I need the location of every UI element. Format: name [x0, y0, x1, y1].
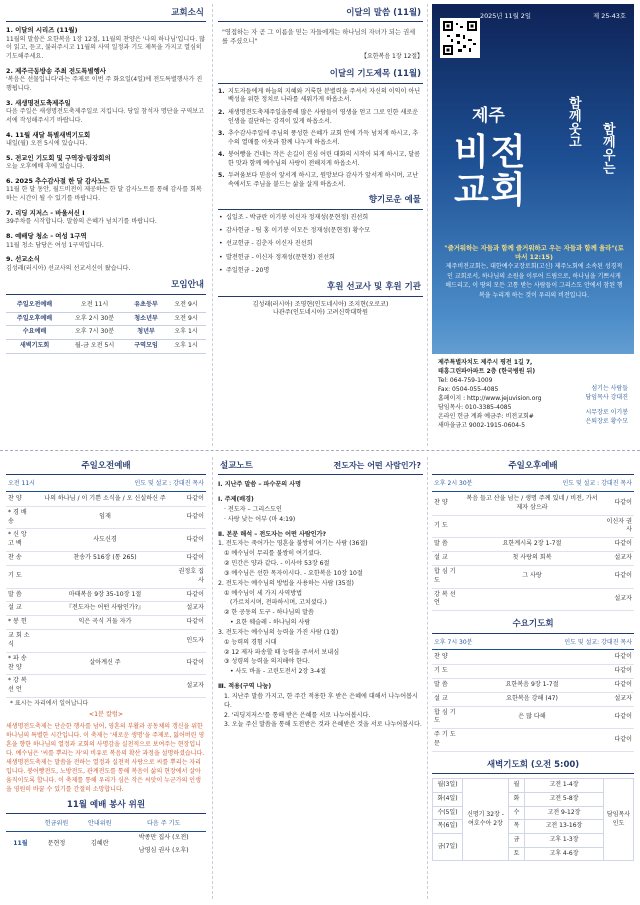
- prayer-number: 3.: [218, 129, 225, 137]
- column-divider: [212, 457, 213, 899]
- order-label: 찬양: [432, 651, 464, 664]
- news-item-title: 4. 11월 새달 특별새벽기도회: [6, 130, 91, 139]
- order-label: 주기도문: [432, 729, 464, 752]
- order-row: [432, 678, 634, 692]
- sermon-header: [218, 459, 423, 475]
- news-column: [6, 6, 206, 446]
- order-label: 찬양: [432, 493, 464, 515]
- issue-date: 2025년 11월 2일: [480, 12, 532, 20]
- offering-list: [218, 214, 423, 276]
- sermon-line: ① 능력의 경험 시대: [224, 638, 277, 646]
- news-item-title: 3. 새생명전도축제주일: [6, 99, 71, 108]
- order-person: 다같이: [600, 678, 634, 692]
- sermon-notes: [218, 481, 423, 730]
- meeting-cell: 오전 9시: [166, 312, 206, 326]
- issue-number: 제 25-43호: [593, 12, 626, 20]
- order-content: [38, 565, 172, 588]
- pm-worship-order: [432, 493, 634, 611]
- prayer-item: [218, 130, 423, 148]
- order-label: 말씀: [6, 588, 38, 602]
- serve-table: 헌금위원 안내위원 다음 주 기도 11월 문현정 김혜란 박종만 집사 (오전) 남영심 권사 (오후): [6, 818, 206, 857]
- order-label: *경배송: [6, 506, 38, 529]
- order-label: 설교: [432, 692, 464, 706]
- order-content: 마태복음 9장 35-10장 1절: [38, 588, 172, 602]
- order-label: 말씀: [432, 678, 464, 692]
- prayer-item: [218, 109, 423, 127]
- meetings-table: [6, 299, 206, 354]
- cover-panel: [432, 4, 634, 448]
- order-person: 다같이: [600, 538, 634, 552]
- order-content: 임재: [38, 506, 172, 529]
- pm-worship-title: 주일오후예배: [432, 459, 634, 475]
- homepage-link[interactable]: 홈페이지 : http://www.jejuvision.org: [438, 395, 542, 402]
- church-name-text: 비전교회: [454, 132, 528, 211]
- news-item-title: 5. 전교인 기도회 및 구역장·팀장회의: [6, 154, 111, 163]
- order-person: 다같이: [172, 506, 206, 529]
- sermon-line: ① 예수님이 무리를 불쌍히 여기셨다.: [224, 550, 322, 558]
- church-region: 제주: [472, 106, 505, 126]
- meeting-row: [6, 299, 206, 312]
- order-row: [6, 565, 206, 588]
- sermon-title: 전도자는 어떤 사람인가?: [333, 461, 421, 470]
- prayer-text: 지도자들에게 하늘의 지혜와 거룩한 분별력을 주셔서 자신의 이익이 아닌 백성을 위한 정치로 나라를 세워가게 하옵소서.: [228, 87, 421, 104]
- order-row: [432, 729, 634, 752]
- am-worship-header: 오전 11시 인도 및 설교 : 강대진 목사: [6, 479, 206, 492]
- order-label: 기도: [6, 565, 38, 588]
- column-text: 새생명전도축제는 단순한 행사를 넘어, 영혼의 부활과 공동체의 갱신을 위한 하나님의 특별한 시간입니다. 이 축제는 '새로운 생명'을 주제로, 잃어버린 영혼을 향한 하나님의 열정과 교회의 사명감을 실천적으로 보여주는 현장입니다. 예수님은 '씨를 뿌리는 자'의 비유로 복음의 확산 과정을 설명하셨습니다. 새생명전도축제는 말씀을 전하는 열정과 실천적 사랑으로 씨를 뿌리는 자리입니다. 붕어빵전도, 노방전도, 관계전도를 통해 복음이 삶의 현장에서 살아 움직이도록 합니다. 이 축제를 통해 우리가 심은 작은 씨앗이 누군가의 인생을 영원히 바꿀 수 있기를 간절히 소망합니다.: [6, 722, 205, 793]
- meeting-cell: 새벽기도회: [6, 340, 63, 354]
- sermon-line: ② 12 제자 파송할 때 능력을 주셔서 보내심: [224, 648, 340, 656]
- order-person: 다같이: [172, 529, 206, 552]
- news-item: [6, 232, 206, 250]
- qr-code-icon: [443, 21, 477, 55]
- sermon-line: ② 한 공동의 도구 - 하나님의 말씀: [224, 609, 314, 617]
- order-row: [432, 552, 634, 566]
- order-person: 다같이: [600, 493, 634, 515]
- order-label: 말씀: [432, 538, 464, 552]
- order-content: 복음 들고 산을 넘는 / 생명 주께 있네 / 비전, 가서 제자 삼으라: [464, 493, 600, 515]
- offering-item: • 선교헌금 - 김춘자 이신자 진선희: [218, 240, 423, 249]
- meeting-row: [6, 326, 206, 340]
- sermon-line: • 사도 바울 - 고린도전서 2장 3-4절: [230, 668, 326, 676]
- news-item: [6, 154, 206, 172]
- news-item-text: 김성래(러시아) 선교사의 선교서신이 왔습니다.: [6, 264, 131, 272]
- sermon-line: ② 민간은 양과 같다. - 이사야 53장 6절: [224, 560, 330, 568]
- order-row: [432, 493, 634, 515]
- order-person: 다같이: [600, 565, 634, 588]
- news-item: [6, 67, 206, 94]
- order-person: 다같이: [600, 651, 634, 664]
- prayer-text: 새생명전도축제주일을통해 많은 사람들이 영생을 얻고 그로 인한 새로운 인생을 결단하는 감격이 있게 하옵소서.: [228, 108, 419, 125]
- order-label: 찬양: [6, 493, 38, 506]
- news-item-title: 6. 2025 추수감사절 한 달 감사노트: [6, 177, 110, 186]
- order-content: 요한계시록 2장 1-7절: [464, 538, 600, 552]
- column-divider: [212, 4, 213, 446]
- offering-item: • 십일조 - 박금란 이기봉 이신자 정재성(문현정) 진선희: [218, 214, 423, 223]
- stand-note: * 표시는 자리에서 일어납니다: [10, 700, 89, 708]
- offering-item: • 발전헌금 - 이신자 정재성(문현정) 진선희: [218, 254, 423, 263]
- order-content: 살아계신 주: [38, 652, 172, 675]
- order-label: *강복선언: [6, 675, 38, 698]
- order-content: [464, 588, 600, 611]
- fold-line: [0, 450, 640, 451]
- order-content: [38, 630, 172, 653]
- order-person: 다같이: [600, 729, 634, 752]
- order-label: *신앙고백: [6, 529, 38, 552]
- news-item: [6, 131, 206, 149]
- order-row: [6, 493, 206, 506]
- sermon-line: 1. 전도자는 죽어가는 영혼을 불쌍히 여기는 사람 (36절): [218, 540, 368, 548]
- news-item-text: 11월의 말씀은 요한복음 1장 12절, 11월의 찬양은 '나의 하나님'입니다. 많이 읽고, 듣고, 불러주시고 11월의 사역 일정과 기도 제목을 가지고 열심히 기도해주세요.: [6, 35, 205, 61]
- news-title: 교회소식: [6, 6, 206, 22]
- prayer-item: [218, 88, 423, 106]
- sermon-column: [218, 459, 423, 899]
- dawn-table: 월(3일) 신명기 32장 - 여호수아 2장 월 고전 1-4장 담임목사 인도 화(4일) 화 고전 5-8장 수(5일) 수 고전 9-12장 목(6일) 목 고전 13-16장 금(7일) 금 고후 1-3장 토 고후 4-6장: [432, 778, 634, 861]
- news-item-text: 오늘 오후예배 후에 있습니다.: [6, 163, 85, 171]
- order-person: 설교자: [172, 675, 206, 698]
- prayer-number: 4.: [218, 151, 225, 159]
- news-item: [6, 26, 206, 62]
- church-name: [454, 134, 544, 210]
- order-person: 이신자 권사: [600, 515, 634, 538]
- order-label: *파송찬양: [6, 652, 38, 675]
- sermon-line: 2. 전도자는 예수님의 방법을 사용하는 사람 (35절): [218, 579, 354, 587]
- inner-side: [0, 453, 640, 905]
- order-label: 기도: [432, 665, 464, 679]
- meeting-cell: 구역모임: [126, 340, 166, 354]
- order-row: [6, 506, 206, 529]
- meeting-cell: 오후 1시: [166, 340, 206, 354]
- wed-header: 오후 7시 30분 인도 및 설교: 강대진 목사: [432, 638, 634, 651]
- order-row: [432, 706, 634, 729]
- word-title: 이달의 말씀 (11월): [218, 6, 423, 22]
- news-item-text: 다음 주일은 새생명전도축제주일로 지킵니다. 당일 참석자 명단을 구역보고서에 작성해주시기 바랍니다.: [6, 108, 204, 125]
- mission-title: 후원 선교사 및 후원 기관: [218, 280, 423, 296]
- church-info: [432, 354, 634, 448]
- am-worship-title: 주일오전예배: [6, 459, 206, 475]
- news-item-text: 내일(월) 오전 5시에 있습니다.: [6, 140, 88, 148]
- meeting-cell: 오전 9시: [166, 299, 206, 312]
- wed-order: [432, 651, 634, 752]
- order-label: 찬송: [6, 552, 38, 566]
- order-content: 나의 하나님 / 이 기쁜 소식을 / 오 신실하신 주: [38, 493, 172, 506]
- prayer-text: 두려움보다 믿음이 앞서게 하시고, 원망보다 감사가 앞서게 하시며, 고난속에서도 주님을 붙드는 삶을 살게 하옵소서.: [228, 172, 419, 189]
- meeting-cell: 오전 11시: [63, 299, 126, 312]
- column-divider: [427, 4, 428, 446]
- news-item-text: 11월 한 달 동안, 월드비전이 제공하는 한 달 감사노트를 통해 감사를 회복하는 시간이 될 수 있기를 바랍니다.: [6, 186, 202, 203]
- order-row: [6, 529, 206, 552]
- order-label: 합심기도: [432, 565, 464, 588]
- order-content: [464, 651, 600, 664]
- order-person: 다같이: [172, 493, 206, 506]
- order-row: [6, 675, 206, 698]
- sermon-line: 2. '리딩지저스'를 통해 받은 은혜를 서로 나누어봅시다.: [224, 711, 371, 719]
- order-content: 요한복음 강해 (47): [464, 692, 600, 706]
- pm-worship-header: 오후 2시 30분 인도 및 설교 : 강대진 목사: [432, 479, 634, 492]
- offering-item: • 주일헌금 - 20명: [218, 267, 423, 276]
- order-person: 다같이: [600, 665, 634, 679]
- order-person: 설교자: [600, 552, 634, 566]
- order-row: [432, 515, 634, 538]
- qr-code: [440, 18, 480, 58]
- order-content: 요한복음 9장 1-7절: [464, 678, 600, 692]
- order-row: [432, 651, 634, 664]
- order-row: [6, 552, 206, 566]
- sermon-line: ① 예수님이 세 가지 사역방법: [224, 589, 302, 597]
- order-row: [432, 588, 634, 611]
- order-person: 설교자: [172, 602, 206, 616]
- serve-title: 11월 예배 봉사 위원: [6, 798, 206, 814]
- sermon-line: (가르치시며, 전파하시며, 고치셨다.): [230, 599, 327, 607]
- sermon-line: Ⅰ. 지난주 말씀 – 파수꾼의 사명: [218, 481, 301, 489]
- order-person: 다같이: [600, 706, 634, 729]
- order-content: 사도신경: [38, 529, 172, 552]
- order-row: [432, 692, 634, 706]
- order-row: [6, 588, 206, 602]
- order-content: 『전도자는 어떤 사람인가?』: [38, 602, 172, 616]
- prayer-text: 추수감사주일에 주님의 풍성한 은혜가 교회 안에 가득 넘치게 하시고, 추수의 열매를 이웃과 함께 나누게 하옵소서.: [228, 129, 419, 146]
- fax: Fax: 0504-055-4085: [438, 386, 499, 393]
- order-content: [464, 665, 600, 679]
- news-item: [6, 177, 206, 204]
- order-label: 기도: [432, 515, 464, 538]
- news-item-text: 11월 청소 담당은 여성 1구역입니다.: [6, 241, 104, 249]
- order-label: 교회소식: [6, 630, 38, 653]
- meeting-cell: 월-금 오전 5시: [63, 340, 126, 354]
- order-person: 다같이: [172, 588, 206, 602]
- order-content: [38, 675, 172, 698]
- order-content: [464, 729, 600, 752]
- column-divider: [427, 457, 428, 899]
- order-row: [6, 602, 206, 616]
- sermon-line: Ⅲ. 적용(구역 나눔): [218, 683, 272, 691]
- order-person: 다같이: [172, 652, 206, 675]
- sermon-line: · 사랑 낮는 어부 (마 4:19): [224, 515, 296, 523]
- meeting-cell: 주일오후예배: [6, 312, 63, 326]
- meeting-cell: 청소년부: [126, 312, 166, 326]
- order-content: 은 많 다해: [464, 706, 600, 729]
- order-content: 익은 곡식 거둘 자가: [38, 616, 172, 630]
- meeting-cell: 오후 1시: [166, 326, 206, 340]
- mission-line-1: 김성래(러시아) 조영현(인도네시아) 조지현(오로코): [252, 300, 389, 308]
- order-row: [432, 665, 634, 679]
- meeting-cell: 오후 7시 30분: [63, 326, 126, 340]
- order-row: [432, 565, 634, 588]
- mission-line-2: 나관주(인도네시아) 고려신학대학원: [273, 309, 368, 317]
- order-content: 그 사랑: [464, 565, 600, 588]
- sermon-line: 3. 전도자는 예수님의 능력을 가진 사람 (1절): [218, 628, 339, 636]
- order-content: 첫 사랑의 회복: [464, 552, 600, 566]
- pm-worship-column: [432, 459, 634, 899]
- meeting-row: [6, 340, 206, 354]
- sermon-line: ③ 예수님은 선한 목자이시다. - 요한복음 10장 10절: [224, 569, 363, 577]
- news-item-text: '복음은 선물입니다'라는 주제로 이번 주 화요일(4일)에 전도특별행사가 진행됩니다.: [6, 76, 203, 93]
- meeting-cell: 주일오전예배: [6, 299, 63, 312]
- sermon-line: · 전도자 – 그리스도인: [224, 505, 282, 513]
- meetings-title: 모임안내: [6, 278, 206, 294]
- order-row: [6, 630, 206, 653]
- order-person: 인도자: [172, 630, 206, 653]
- order-content: 찬송가 516장 (통 265): [38, 552, 172, 566]
- order-label: *봉헌: [6, 616, 38, 630]
- staff-list: 섬기는 사람들 담임목사 강대진 시무장로 이기봉 은퇴장로 황수모: [585, 385, 628, 425]
- flowers-title: 향기로운 예물: [218, 193, 423, 209]
- church-vision: 제주비전교회는, 대한예수교장로회(고신) 제주노회에 소속된 성경적인 교회로서, 하나님의 소원을 이루어 드림으로, 하나님을 기쁘시게 해드리고, 이 땅의 모든 고통 받는 사람들이 그리스도 안에서 참된 행복을 누리게 하는 것이 우리의 비전입니다.: [445, 263, 623, 299]
- meeting-cell: 유초등부: [126, 299, 166, 312]
- outer-side: [0, 0, 640, 452]
- news-item-title: 9. 선교소식: [6, 255, 40, 264]
- prayer-number: 1.: [218, 87, 225, 95]
- order-person: 다같이: [172, 552, 206, 566]
- sermon-line: • 요한 웨슬레 - 하나님의 사람: [230, 619, 311, 627]
- news-item: [6, 255, 206, 273]
- order-row: [6, 616, 206, 630]
- order-label: 설교: [432, 552, 464, 566]
- order-person: 설교자: [600, 692, 634, 706]
- sermon-line: Ⅰ. 주제(배경): [218, 496, 254, 504]
- prayer-item: [218, 151, 423, 169]
- sermon-line: ③ 성령의 능력을 의지해야 한다.: [224, 658, 310, 666]
- news-item-title: 2. 제주극동방송 주최 전도특별행사: [6, 67, 106, 76]
- sermon-line: 3. 오늘 주신 말씀을 통해 도전받은 것과 은혜받은 것을 서로 나누어봅시다.: [224, 721, 422, 729]
- order-person: 설교자: [600, 588, 634, 611]
- news-list: [6, 26, 206, 273]
- news-item-title: 7. 리딩 지저스 - 바울서신 I: [6, 209, 85, 218]
- offering-item: • 감사헌금 - 팀 홍 이기봉 이모든 정재성(문현정) 황수모: [218, 227, 423, 236]
- prayer-list: [218, 88, 423, 190]
- order-label: 설교: [6, 602, 38, 616]
- word-ref: 【요한복음 1장 12절】: [360, 52, 423, 60]
- wed-title: 수요기도회: [432, 617, 634, 633]
- word-text: "영접하는 자 곧 그 이름을 믿는 자들에게는 하나님의 자녀가 되는 권세를 주셨으니": [222, 29, 416, 46]
- news-item-title: 1. 이달의 시리즈 (11월): [6, 26, 78, 35]
- am-worship-order: [6, 493, 206, 698]
- meeting-cell: 청년부: [126, 326, 166, 340]
- prayer-number: 2.: [218, 108, 225, 116]
- meeting-cell: 수요예배: [6, 326, 63, 340]
- slogan-1: 함께웃고: [565, 96, 581, 148]
- sermon-line: 1. 지난주 말씀 가지고, 한 주간 적용한 후 받은 은혜에 대해서 나누어봅시다.: [224, 692, 418, 709]
- news-item: [6, 209, 206, 227]
- order-label: 합심기도: [432, 706, 464, 729]
- meeting-cell: 오후 2시 30분: [63, 312, 126, 326]
- order-row: [432, 538, 634, 552]
- order-person: 권정호 집사: [172, 565, 206, 588]
- pastor-phone: 담임목사: 010-3385-4085: [438, 404, 512, 411]
- am-worship-column: [6, 459, 206, 899]
- dawn-title: 새벽기도회 (오전 5:00): [432, 758, 634, 774]
- news-item: [6, 99, 206, 126]
- sermon-line: Ⅱ. 본문 해석 – 전도자는 어떤 사람인가?: [218, 530, 327, 538]
- news-item-title: 8. 예배당 청소 - 여성 1구역: [6, 232, 87, 241]
- slogan-2: 함께우는: [599, 122, 615, 174]
- order-label: 강복선언: [432, 588, 464, 611]
- account-number: 새마을금고 9002-1915-0604-5: [438, 422, 526, 429]
- address: 제주특별자치도 제주시 평전 1길 7, 태흥그린파아파트 2층 (한국병원 뒤): [438, 359, 536, 375]
- cover-verse: "즐거워하는 자들과 함께 즐거워하고 우는 자들과 함께 울라"(로마서 12:15): [444, 244, 624, 262]
- order-row: [6, 652, 206, 675]
- account-info: 온라인 헌금 계좌 예금주: 비전교회#: [438, 413, 534, 420]
- meeting-row: [6, 312, 206, 326]
- prayer-title: 이달의 기도제목 (11월): [218, 67, 423, 83]
- order-person: 다같이: [172, 616, 206, 630]
- prayer-item: [218, 172, 423, 190]
- order-content: [464, 515, 600, 538]
- sermon-label: 설교노트: [220, 461, 253, 471]
- column-title: <1분 칼럼>: [88, 710, 124, 718]
- news-item-text: 39주차를 시작합니다. 말씀의 은혜가 넘치기를 바랍니다.: [6, 218, 157, 226]
- prayer-number: 5.: [218, 172, 225, 180]
- middle-column: [218, 6, 423, 446]
- tel: Tel: 064-759-1009: [438, 377, 493, 384]
- prayer-text: 붕어빵을 건네는 작은 손길이 진심 어린 대화의 시작이 되게 하시고, 달콤한 맛과 함께 예수님의 사랑이 전해지게 하옵소서.: [228, 151, 421, 167]
